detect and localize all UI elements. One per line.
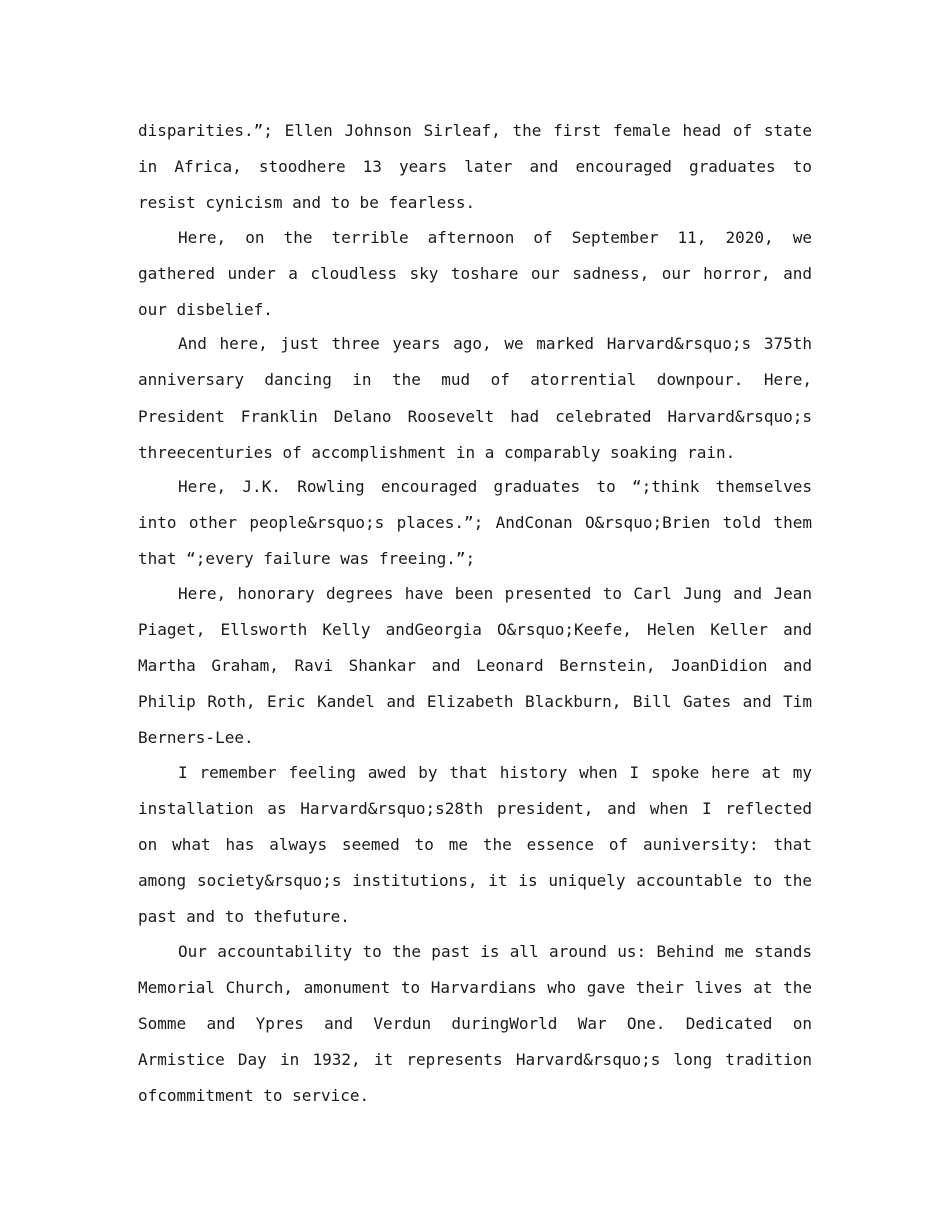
document-body (138, 113, 812, 1113)
paragraph: Here, honorary degrees have been presented to Carl Jung and Jean Piaget, Ellsworth Kelly andGeorgia O&rsquo;Keefe, Helen Keller and Martha Graham, Ravi Shankar and Leonard Bernstein, JoanDidion and Philip Roth, Eric Kandel and Elizabeth Blackburn, Bill Gates and Tim Berners-Lee. (138, 583, 812, 748)
paragraph: And here, just three years ago, we marked Harvard&rsquo;s 375th anniversary dancing in the mud of atorrential downpour. Here, President Franklin Delano Roosevelt had celebrated Harvard&rsquo;s threecenturies of accomplishment in a comparably soaking rain. (138, 334, 812, 462)
paragraph: Here, on the terrible afternoon of September 11, 2020, we gathered under a cloudless sky toshare our sadness, our horror, and our disbelief. (138, 227, 812, 320)
paragraph: Our accountability to the past is all around us: Behind me stands Memorial Church, amonument to Harvardians who gave their lives at the Somme and Ypres and Verdun duringWorld War One. Dedicated on Armistice Day in 1932, it represents Harvard&rsquo;s long tradition ofcommitment to service. (138, 941, 812, 1106)
paragraph: disparities.”; Ellen Johnson Sirleaf, the first female head of state in Africa, stoodhere 13 years later and encouraged graduates to resist cynicism and to be fearless. (138, 121, 812, 213)
paragraph: Here, J.K. Rowling encouraged graduates to “;think themselves into other people&rsquo;s places.”; AndConan O&rsquo;Brien told them that “;every failure was freeing.”; (138, 477, 812, 569)
paragraph: I remember feeling awed by that history when I spoke here at my installation as Harvard&rsquo;s28th president, and when I reflected on what has always seemed to me the essence of auniversity: that among society&rsquo;s institutions, it is uniquely accountable to the past and to thefuture. (138, 762, 812, 927)
